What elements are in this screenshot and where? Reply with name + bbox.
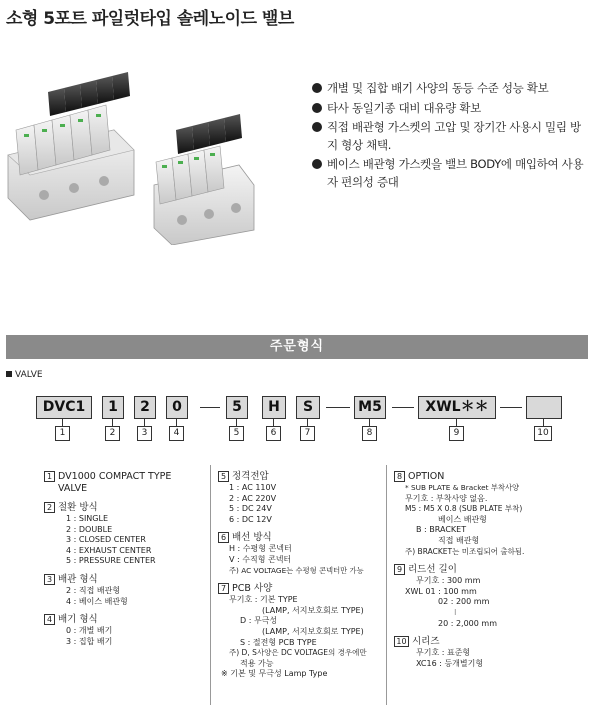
position-number: 1 <box>55 426 70 441</box>
page-title: 소형 5포트 파일럿타입 솔레노이드 밸브 <box>6 9 294 29</box>
section-heading: 10 시리즈 <box>394 635 586 648</box>
connector-line <box>369 419 370 426</box>
position-number: 4 <box>169 426 184 441</box>
connector-line <box>236 419 237 426</box>
code-box-series-suffix <box>526 396 562 419</box>
code-box-option: M5 <box>354 396 386 419</box>
spec-column-1: 1 DV1000 COMPACT TYPE VALVE 2 절환 방식 1 : SINGLE 2 : DOUBLE 3 : CLOSED CENTER 4 : EXHAUST CENTER 5 : PRESSURE CENTER 3 배관 형식 2 : 직접 배관형 4 : 베이스 배관형 4 배기 형식 0 : 개별 배기 3 : 집합 배기 <box>44 470 204 647</box>
square-bullet-icon <box>6 371 12 377</box>
position-number: 6 <box>266 426 281 441</box>
section-heading: 3 배관 형식 <box>44 573 204 586</box>
bullet-icon <box>312 83 322 93</box>
connector-line <box>62 419 63 426</box>
bullet-icon <box>312 103 322 113</box>
connector-line <box>112 419 113 426</box>
dash-separator <box>392 407 414 408</box>
connector-line <box>144 419 145 426</box>
section-heading: 8 OPTION <box>394 470 586 483</box>
dash-separator <box>500 407 522 408</box>
dash-separator <box>200 407 220 408</box>
solenoid-valve-product-image <box>4 70 294 245</box>
connector-line <box>456 419 457 426</box>
connector-line <box>543 419 544 426</box>
section-heading: 6 배선 방식 <box>218 531 382 544</box>
feature-item: 직접 배관형 가스켓의 고압 및 장기간 사용시 밀림 방지 형상 채택. <box>312 119 590 154</box>
position-number: 9 <box>449 426 464 441</box>
feature-item: 타사 동일기종 대비 대유량 확보 <box>312 100 590 118</box>
connector-line <box>307 419 308 426</box>
bullet-icon <box>312 159 322 169</box>
position-number: 3 <box>137 426 152 441</box>
code-box-lead-wire: XWL＊＊ <box>418 396 496 419</box>
feature-list <box>312 80 590 193</box>
section-heading: 7 PCB 사양 <box>218 582 382 595</box>
connector-line <box>176 419 177 426</box>
column-divider <box>386 465 387 705</box>
dash-separator <box>326 407 350 408</box>
code-box-voltage: 5 <box>226 396 248 419</box>
code-box-switching: 1 <box>102 396 124 419</box>
feature-item: 개별 및 집합 배기 사양의 동등 수준 성능 확보 <box>312 80 590 98</box>
valve-label: VALVE <box>6 370 43 380</box>
section-heading: 9 리드선 길이 <box>394 563 586 576</box>
section-heading: 2 절환 방식 <box>44 501 204 514</box>
spec-column-3: 8 OPTION * SUB PLATE & Bracket 부착사양 무기호 : 부착사양 없음. M5 : M5 X 0.8 (SUB PLATE 부착) 베이스 배관형 B : BRACKET 직접 배관형 주) BRACKET는 미조립되어 출하됨. 9 리드선 길이 무기호 : 300 mm XWL 01 : 100 mm 02 : 200 mm ⁝ 20 : 2,000 mm 10 시리즈 무기호 : 표준형 XC16 : 등개별기형 <box>394 470 586 669</box>
section-heading: 4 배기 형식 <box>44 613 204 626</box>
position-number: 8 <box>362 426 377 441</box>
code-box-wiring: H <box>262 396 286 419</box>
spec-column-2: 5 정격전압 1 : AC 110V 2 : AC 220V 5 : DC 24V 6 : DC 12V 6 배선 방식 H : 수평형 콘넥터 V : 수직형 콘넥터 주) AC VOLTAGE는 수평형 콘넥터만 가능 7 PCB 사양 무기호 : 기본 TYPE (LAMP, 서지보호회로 TYPE) D : 무극성 (LAMP, 서지보호회로 TYPE) S : 절전형 PCB TYPE 주) D, S사양은 DC VOLTAGE의 경우에만 적용 가능 ※ 기본 및 무극성 Lamp Type <box>218 470 382 680</box>
connector-line <box>273 419 274 426</box>
position-number: 2 <box>105 426 120 441</box>
order-format-banner: 주문형식 <box>6 335 588 359</box>
column-divider <box>210 465 211 705</box>
code-box-exhaust: 0 <box>166 396 188 419</box>
feature-item: 베이스 배관형 가스켓을 밸브 BODY에 매입하여 사용자 편의성 증대 <box>312 156 590 191</box>
position-number: 10 <box>534 426 552 441</box>
code-box-piping: 2 <box>134 396 156 419</box>
position-number: 7 <box>300 426 315 441</box>
code-box-pcb: S <box>296 396 320 419</box>
section-heading: 5 정격전압 <box>218 470 382 483</box>
section-heading: 1 DV1000 COMPACT TYPE <box>44 470 204 483</box>
code-box-series: DVC1 <box>36 396 92 419</box>
position-number: 5 <box>229 426 244 441</box>
bullet-icon <box>312 122 322 132</box>
